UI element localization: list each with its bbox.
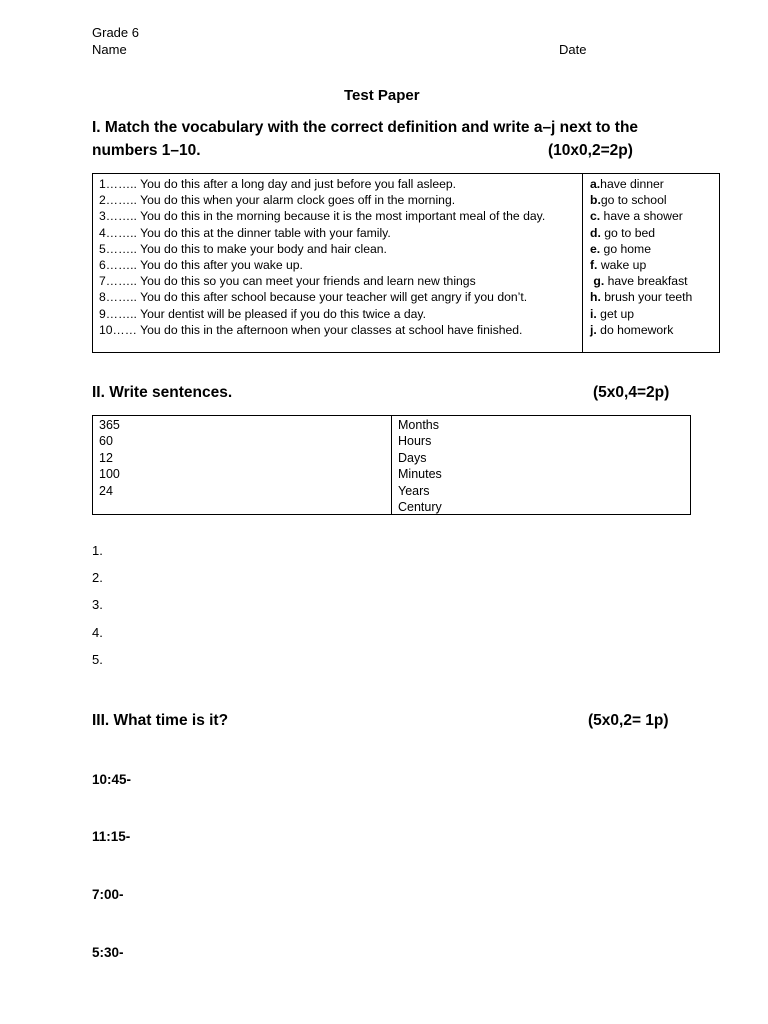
- number-cell: 100: [99, 467, 120, 482]
- option-letter: i.: [590, 306, 597, 321]
- option-row: [590, 176, 719, 192]
- option-letter: b.: [590, 193, 601, 208]
- option-row: [590, 273, 719, 289]
- section2-heading: II. Write sentences.: [92, 384, 233, 401]
- option-text: go to school: [600, 193, 667, 208]
- unit-cell: Days: [398, 450, 427, 465]
- definition-row: 10…… You do this in the afternoon when your classes at school have finished.: [99, 322, 523, 337]
- option-text: wake up: [597, 257, 647, 272]
- option-row: [590, 192, 719, 208]
- option-text: have breakfast: [604, 274, 688, 289]
- option-letter: a.: [590, 177, 601, 191]
- unit-cell: Century: [398, 499, 442, 514]
- option-text: brush your teeth: [600, 290, 693, 305]
- option-row: [590, 322, 719, 338]
- time-item[interactable]: 10:45-: [92, 772, 132, 787]
- option-letter: f.: [590, 257, 598, 272]
- option-row: [590, 208, 719, 224]
- definitions-column: [93, 174, 583, 352]
- option-letter: j.: [590, 322, 597, 337]
- definition-row: 8…….. You do this after school because your teacher will get angry if you don’t.: [99, 290, 528, 305]
- unit-cell: Hours: [398, 434, 432, 449]
- option-row: [590, 241, 719, 257]
- definition-row: 7…….. You do this so you can meet your friends and learn new things: [99, 274, 476, 289]
- units-column: [392, 416, 690, 514]
- option-text: go to bed: [600, 225, 656, 240]
- option-letter: c.: [590, 209, 601, 224]
- option-text: have dinner: [600, 177, 664, 191]
- unit-cell: Months: [398, 418, 439, 432]
- unit-cell: Years: [398, 483, 430, 498]
- answer-line[interactable]: 2.: [92, 570, 103, 585]
- definition-row: 1…….. You do this after a long day and just before you fall asleep.: [99, 177, 457, 191]
- option-text: go home: [600, 241, 651, 256]
- answer-line[interactable]: 4.: [92, 625, 103, 640]
- option-text: have a shower: [600, 209, 683, 224]
- definition-row: 4…….. You do this at the dinner table with your family.: [99, 225, 391, 240]
- section1-heading-line1: I. Match the vocabulary with the correct definition and write a–j next to the: [92, 119, 639, 136]
- section3-heading: III. What time is it?: [92, 712, 229, 729]
- answer-line[interactable]: 5.: [92, 652, 103, 667]
- options-column: [583, 174, 719, 352]
- option-letter: d.: [590, 225, 601, 240]
- option-row: [590, 306, 719, 322]
- vocabulary-match-table: [92, 173, 720, 353]
- option-letter: g.: [590, 274, 605, 289]
- definition-row: 9…….. Your dentist will be pleased if you do this twice a day.: [99, 306, 426, 321]
- numbers-column: [93, 416, 392, 514]
- section3-points: (5x0,2= 1p): [588, 712, 669, 729]
- option-text: get up: [596, 306, 635, 321]
- definition-row: 2…….. You do this when your alarm clock goes off in the morning.: [99, 193, 456, 208]
- number-cell: 24: [99, 483, 113, 498]
- option-row: [590, 257, 719, 273]
- write-sentences-table: [92, 415, 691, 515]
- page-title: Test Paper: [344, 87, 420, 104]
- section1-points: (10x0,2=2p): [548, 142, 633, 159]
- section1-heading-line2: numbers 1–10.: [92, 142, 201, 159]
- option-letter: e.: [590, 241, 601, 256]
- date-label: Date: [559, 42, 587, 57]
- time-item[interactable]: 7:00-: [92, 887, 124, 902]
- option-row: [590, 289, 719, 305]
- option-row: [590, 225, 719, 241]
- answer-line[interactable]: 1.: [92, 543, 103, 558]
- number-cell: 365: [99, 418, 120, 432]
- option-text: do homework: [596, 322, 674, 337]
- time-item[interactable]: 11:15-: [92, 829, 131, 844]
- grade-label: Grade 6: [92, 25, 139, 40]
- section2-points: (5x0,4=2p): [593, 384, 670, 401]
- definition-row: 5…….. You do this to make your body and hair clean.: [99, 241, 387, 256]
- time-item[interactable]: 5:30-: [92, 945, 124, 960]
- number-cell: 60: [99, 434, 113, 449]
- option-letter: h.: [590, 290, 601, 305]
- answer-line[interactable]: 3.: [92, 597, 103, 612]
- number-cell: 12: [99, 450, 113, 465]
- definition-row: 6…….. You do this after you wake up.: [99, 257, 303, 272]
- unit-cell: Minutes: [398, 467, 442, 482]
- definition-row: 3…….. You do this in the morning because it is the most important meal of the day.: [99, 209, 546, 224]
- name-label: Name: [92, 42, 127, 57]
